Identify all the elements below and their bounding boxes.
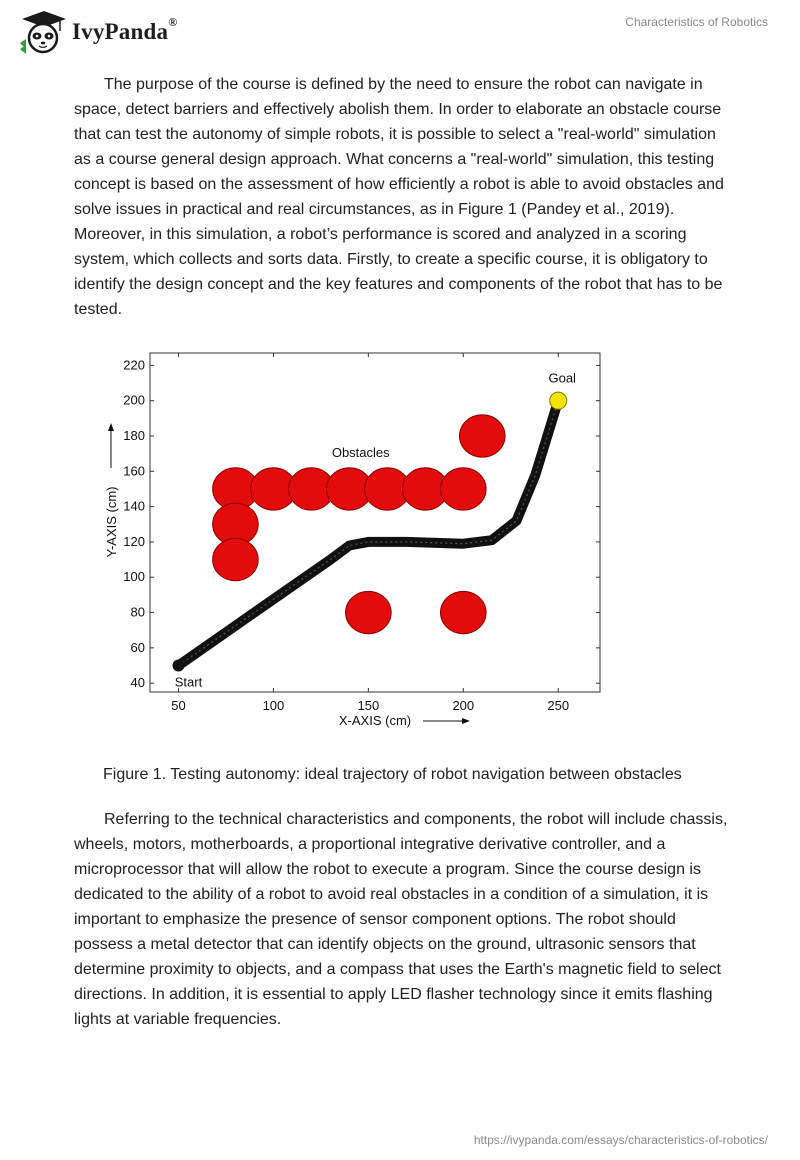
goal-label: Goal (548, 370, 576, 386)
x-axis-arrow-head (462, 718, 470, 724)
trajectory-chart (100, 346, 610, 736)
x-tick-label-200: 200 (452, 698, 475, 713)
brand-name: IvyPanda® (72, 15, 178, 44)
y-tick-label-160: 160 (123, 463, 145, 479)
y-tick-label-180: 180 (123, 427, 145, 443)
paragraph-1: The purpose of the course is defined by the need to ensure the robot can navigate in space, detect barriers and effectively abolish them. In order to elaborate an obstacle course that can test the autonomy of simple robots, it is possible to select a "real-world" simulation as a course general design approach. What concerns a "real-world" simulation, this testing concept is based on the assessment of how efficiently a robot is able to avoid obstacles and solve issues in practical and real circumstances, as in Figure 1 (Pandey et al., 2019). Moreover, in this simulation, a robot’s performance is scored and analyzed in a scoring system, which collects and sorts data. Firstly, to create a specific course, it is obligatory to identify the design concept and the key features and components of the robot that has to be tested. (74, 76, 724, 318)
y-tick-label-120: 120 (123, 533, 145, 549)
document-title: Characteristics of Robotics (625, 15, 768, 29)
obstacle-9 (213, 538, 259, 580)
x-tick-label-250: 250 (547, 698, 570, 713)
start-label: Start (174, 674, 203, 690)
y-tick-label-200: 200 (123, 392, 145, 408)
obstacle-12 (441, 591, 487, 633)
y-tick-label-60: 60 (130, 639, 145, 655)
y-tick-label-220: 220 (123, 357, 145, 373)
obstacle-11 (346, 591, 392, 633)
y-axis-arrow-head (108, 423, 114, 431)
panda-logo-icon (16, 9, 68, 55)
start-marker (172, 660, 184, 672)
obstacle-7 (441, 468, 487, 510)
y-tick-label-100: 100 (123, 569, 145, 585)
source-url[interactable]: https://ivypanda.com/essays/characteristics-of-robotics/ (473, 1133, 768, 1147)
obstacle-10 (459, 415, 505, 457)
y-tick-label-40: 40 (130, 675, 145, 691)
y-tick-label-80: 80 (130, 604, 145, 620)
annotation-1: Obstacles (331, 445, 390, 461)
page-header (0, 0, 800, 60)
logo[interactable] (16, 9, 177, 55)
paragraph-2: Referring to the technical characteristics and components, the robot will include chassis, wheels, motors, motherboards, a proportional integrative derivative controller, and a microprocessor that will allow the robot to execute a program. Since the course design is dedicated to the ability of a robot to avoid real obstacles in a condition of a simulation, it is important to emphasize the presence of sensor component options. The robot should possess a metal detector that can identify objects on the ground, ultrasonic sensors that determine proximity to objects, and a compass that uses the Earth's magnetic field to select directions. In addition, it is essential to apply LED flasher technology since it emits flashing lights at variable frequencies. (74, 811, 728, 1028)
y-axis-label: Y-AXIS (cm) (104, 486, 119, 558)
y-tick-label-140: 140 (123, 498, 145, 514)
goal-marker (550, 392, 567, 409)
x-tick-label-100: 100 (262, 698, 285, 713)
x-tick-label-50: 50 (171, 698, 186, 713)
figure-caption: Figure 1. Testing autonomy: ideal trajectory of robot navigation between obstacles (103, 766, 682, 783)
x-tick-label-150: 150 (357, 698, 380, 713)
x-axis-label: X-AXIS (cm) (338, 713, 412, 728)
